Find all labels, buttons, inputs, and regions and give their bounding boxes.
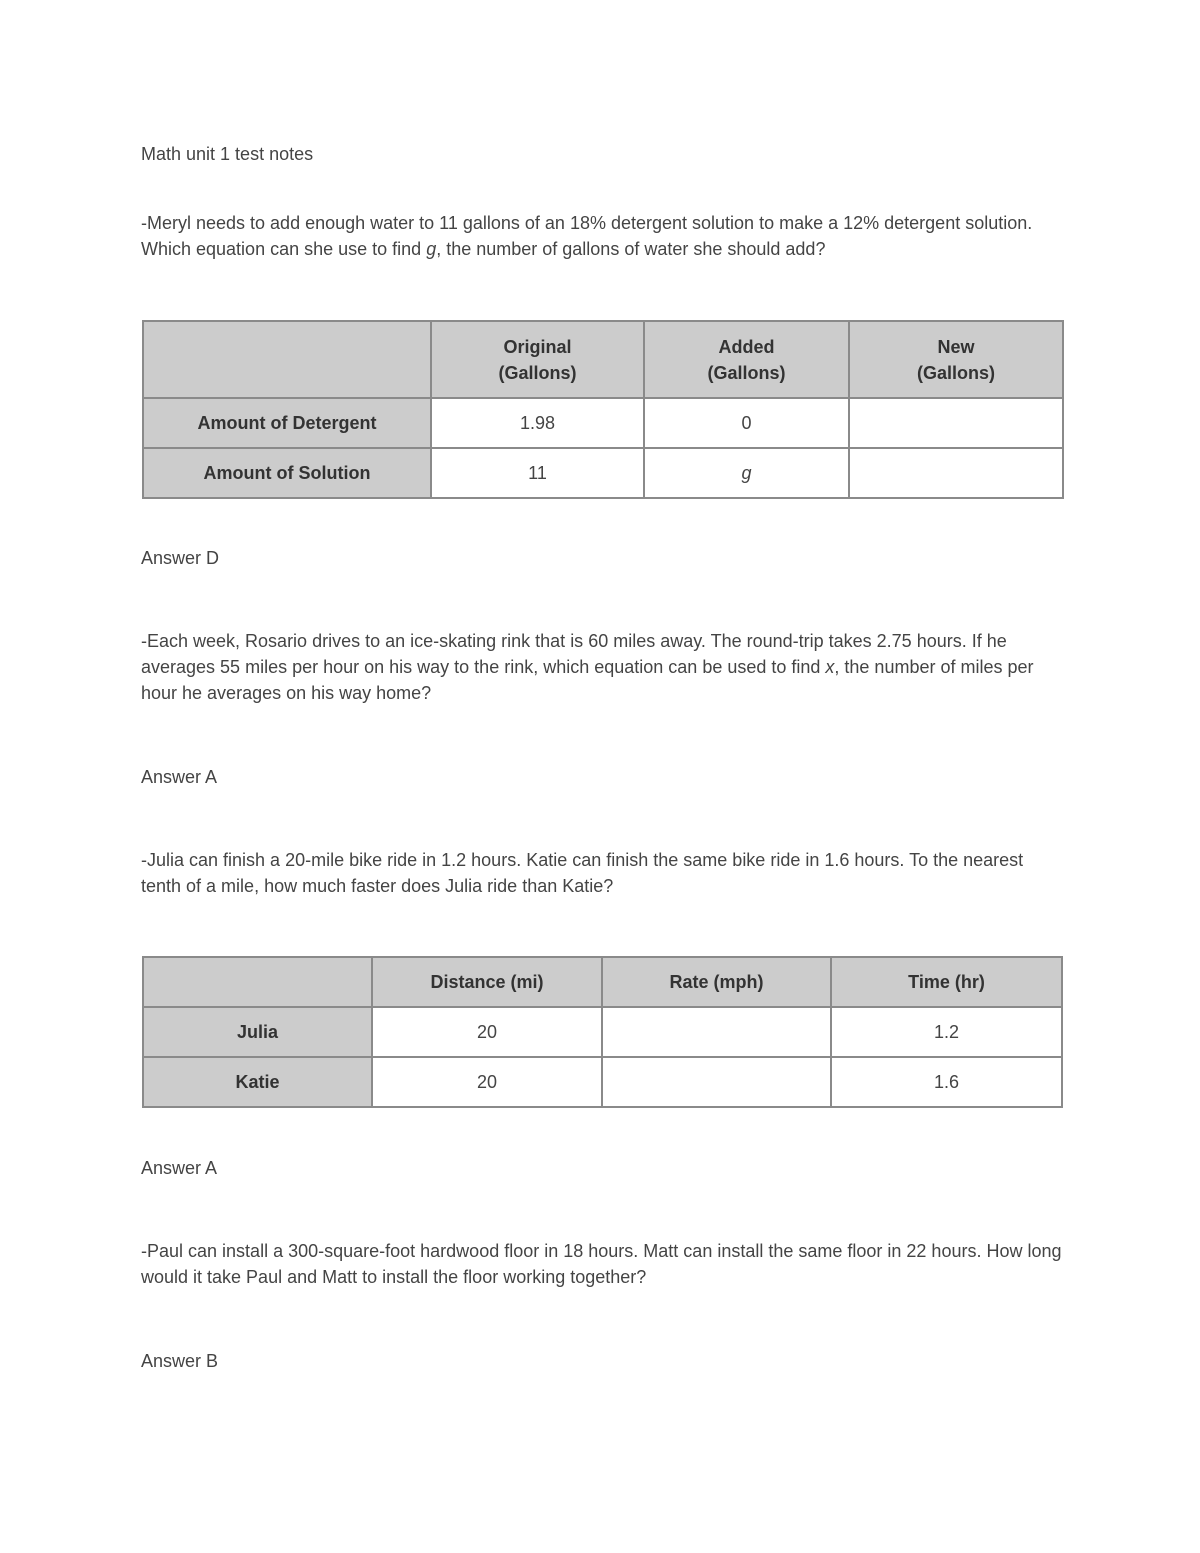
header-line: Added bbox=[718, 336, 775, 357]
question-2-text-after: , the number of miles per hour he averages on his way home? bbox=[141, 657, 1034, 703]
question-4-answer: Answer B bbox=[141, 1351, 219, 1371]
table-row bbox=[143, 448, 1063, 498]
question-1-variable: g bbox=[426, 239, 437, 259]
header-line: (Gallons) bbox=[498, 362, 577, 383]
bike-ride-table-header-time: Time (hr) bbox=[831, 957, 1062, 1007]
table-cell: 20 bbox=[372, 1057, 602, 1107]
table-cell: 1.98 bbox=[431, 398, 644, 448]
table-row bbox=[143, 398, 1063, 448]
question-1-text bbox=[141, 210, 1066, 262]
detergent-table-header-row bbox=[143, 321, 1063, 398]
bike-ride-table-header-rate: Rate (mph) bbox=[602, 957, 831, 1007]
question-4-text: -Paul can install a 300-square-foot hardwood floor in 18 hours. Matt can install the same floor in 22 hours. How long would it take Paul and Matt to install the floor working together? bbox=[141, 1241, 1062, 1287]
row-label-katie: Katie bbox=[143, 1057, 372, 1107]
header-line: (Gallons) bbox=[916, 362, 995, 383]
detergent-table-corner-cell bbox=[143, 321, 431, 398]
table-row bbox=[143, 1057, 1062, 1107]
table-cell: 11 bbox=[431, 448, 644, 498]
question-2-text-before: -Each week, Rosario drives to an ice-skating rink that is 60 miles away. The round-trip takes 2.75 hours. If he averages 55 miles per hour on his way to the rink, which equation can be used to find bbox=[141, 631, 1007, 677]
bike-ride-table-header-row bbox=[143, 957, 1062, 1007]
table-cell bbox=[849, 398, 1063, 448]
question-3-answer: Answer A bbox=[141, 1158, 218, 1178]
table-cell: g bbox=[644, 448, 849, 498]
row-label-solution: Amount of Solution bbox=[143, 448, 431, 498]
bike-ride-table-header-distance: Distance (mi) bbox=[372, 957, 602, 1007]
row-label-julia: Julia bbox=[143, 1007, 372, 1057]
question-1-text-after: , the number of gallons of water she should add? bbox=[436, 239, 826, 259]
detergent-table-header-original bbox=[431, 321, 644, 398]
detergent-table-header-added bbox=[644, 321, 849, 398]
question-1-text-before: -Meryl needs to add enough water to 11 gallons of an 18% detergent solution to make a 12% detergent solution. Which equation can she use to find bbox=[141, 213, 1033, 259]
bike-ride-table-corner-cell bbox=[143, 957, 372, 1007]
question-2-variable: x bbox=[825, 657, 835, 677]
table-cell: 0 bbox=[644, 398, 849, 448]
header-line: New bbox=[937, 336, 975, 357]
table-cell bbox=[849, 448, 1063, 498]
question-2-text bbox=[141, 628, 1066, 706]
detergent-table-header-new bbox=[849, 321, 1063, 398]
header-line: Original bbox=[503, 336, 572, 357]
question-3-text: -Julia can finish a 20-mile bike ride in 1.2 hours. Katie can finish the same bike ride in 1.6 hours. To the nearest tenth of a mile, how much faster does Julia ride than Katie? bbox=[141, 850, 1024, 896]
table-cell bbox=[602, 1007, 831, 1057]
table-row bbox=[143, 1007, 1062, 1057]
bike-ride-table bbox=[142, 956, 1063, 1108]
question-2-answer: Answer A bbox=[141, 767, 218, 787]
header-line: (Gallons) bbox=[707, 362, 786, 383]
table-cell: 1.2 bbox=[831, 1007, 1062, 1057]
detergent-table bbox=[142, 320, 1064, 499]
table-cell: 20 bbox=[372, 1007, 602, 1057]
table-cell bbox=[602, 1057, 831, 1107]
row-label-detergent: Amount of Detergent bbox=[143, 398, 431, 448]
document-title: Math unit 1 test notes bbox=[141, 144, 314, 164]
question-1-answer: Answer D bbox=[141, 548, 220, 568]
table-cell: 1.6 bbox=[831, 1057, 1062, 1107]
